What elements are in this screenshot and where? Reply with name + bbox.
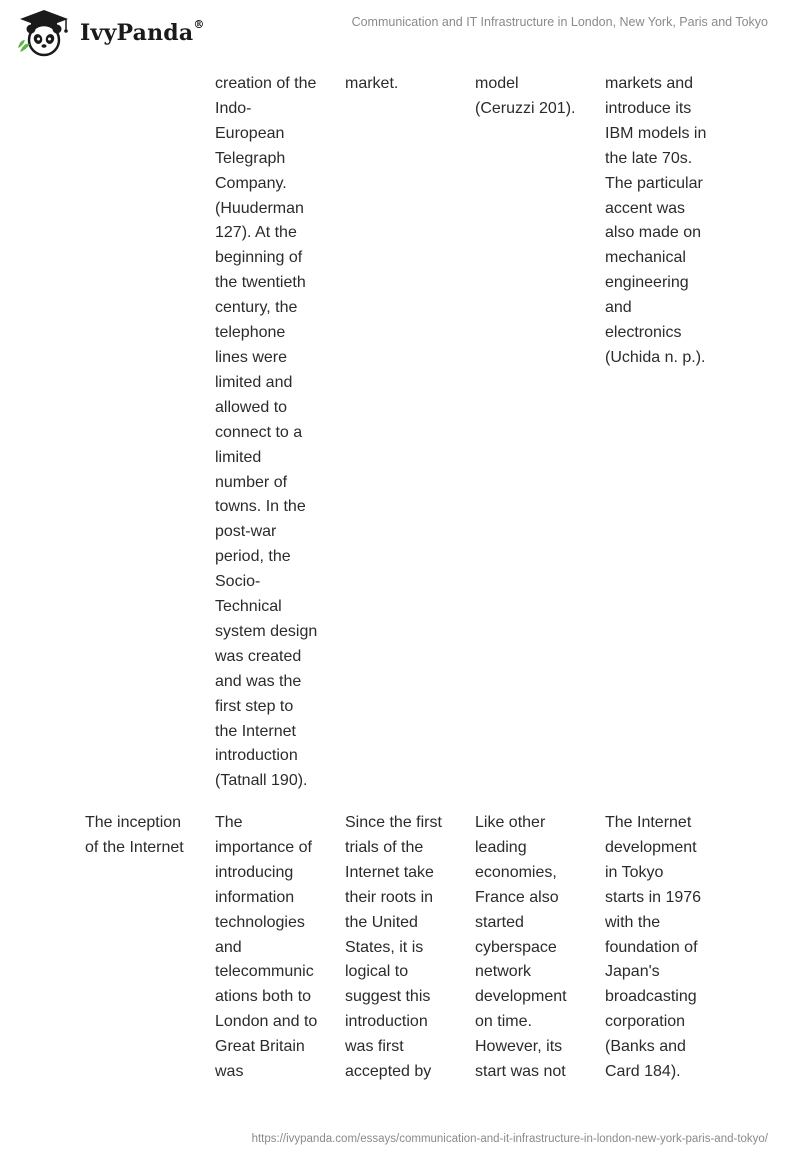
cell-text-line: introducing (215, 863, 294, 881)
registered-mark: ® (193, 18, 205, 31)
cell-text-line: importance of (215, 838, 312, 856)
cell-text-line: technologies (215, 913, 305, 931)
cell-text-line: trials of the (345, 838, 424, 856)
cell-text-line: electronics (605, 324, 682, 342)
cell-text-line: European (215, 124, 285, 142)
cell-text-line: introduce its (605, 99, 692, 117)
cell-text-line: engineering (605, 274, 689, 292)
cell-text-line: foundation of (605, 938, 698, 956)
table-cell-tokyo (605, 72, 717, 371)
cell-text-line: Socio- (215, 573, 261, 591)
cell-text-line: Internet take (345, 863, 434, 881)
cell-text-line: and was the (215, 672, 302, 690)
cell-text-line: the late 70s. (605, 149, 693, 167)
cell-text-line: number of (215, 473, 288, 491)
panda-graduate-icon (14, 8, 74, 58)
cell-text-line: Company. (215, 174, 287, 192)
cell-text-line: the United (345, 913, 418, 931)
cell-text-line: post-war (215, 523, 277, 541)
cell-text-line: Technical (215, 598, 282, 616)
cell-text-line: century, the (215, 299, 298, 317)
cell-text-line: economies, (475, 863, 557, 881)
cell-text-line: introduction (215, 747, 298, 765)
cell-text-line: ations both to (215, 988, 312, 1006)
cell-text-line: States, it is (345, 938, 424, 956)
cell-text-line: London and to (215, 1013, 318, 1031)
logo-wordmark: IvyPanda® (80, 18, 205, 46)
cell-text-line: introduction (345, 1013, 428, 1031)
cell-text-line: the Internet (215, 722, 296, 740)
cell-text-line: towns. In the (215, 498, 306, 516)
cell-text-line: telecommunic (215, 963, 314, 981)
table-cell-london (215, 72, 327, 794)
cell-text-line: in Tokyo (605, 863, 664, 881)
cell-text-line: logical to (345, 963, 409, 981)
cell-text-line: France also (475, 888, 559, 906)
cell-text-line: their roots in (345, 888, 434, 906)
cell-text-line: The (215, 814, 243, 831)
table-cell-paris (475, 811, 587, 1085)
cell-text-line: accepted by (345, 1063, 432, 1081)
cell-text-line: lines were (215, 348, 288, 366)
cell-text-line: and (605, 299, 632, 317)
cell-text-line: Great Britain (215, 1038, 305, 1056)
cell-text-line: Since the first (345, 814, 442, 831)
cell-text-line: also made on (605, 224, 702, 242)
cell-text-line: Japan's (605, 963, 660, 981)
cell-text-line: on time. (475, 1013, 532, 1031)
cell-text-line: Indo- (215, 99, 252, 117)
cell-text-line: system design (215, 622, 318, 640)
cell-text-line: (Banks and (605, 1038, 686, 1056)
cell-text-line: (Ceruzzi 201). (475, 99, 576, 117)
cell-text-line: cyberspace (475, 938, 557, 956)
cell-text-line: starts in 1976 (605, 888, 702, 906)
cell-text-line: telephone (215, 324, 286, 342)
cell-text-line: suggest this (345, 988, 431, 1006)
table-cell-paris (475, 72, 587, 122)
cell-text-line: The inception (85, 814, 182, 831)
page-header (0, 0, 800, 70)
table-cell-new-york (345, 72, 457, 97)
cell-text-line: limited and (215, 373, 293, 391)
cell-text-line: mechanical (605, 249, 686, 267)
cell-text-line: The Internet (605, 814, 692, 831)
cell-text-line: start was not (475, 1063, 566, 1081)
cell-text-line: of the Internet (85, 838, 184, 856)
cell-text-line: was created (215, 647, 302, 665)
ivypanda-logo[interactable] (14, 8, 205, 58)
cell-text-line: Like other (475, 814, 546, 831)
table-cell-new-york (345, 811, 457, 1085)
cell-text-line: first step to (215, 697, 294, 715)
cell-text-line: was first (345, 1038, 404, 1056)
cell-text-line: and (215, 938, 242, 956)
cell-text-line: connect to a (215, 423, 303, 441)
cell-text-line: information (215, 888, 295, 906)
cell-text-line: started (475, 913, 524, 931)
cell-text-line: (Tatnall 190). (215, 772, 308, 790)
cell-text-line: The particular (605, 174, 703, 192)
cell-text-line: markets and (605, 75, 694, 92)
document-title: Communication and IT Infrastructure in London, New York, Paris and Tokyo (351, 15, 768, 29)
cell-text-line: model (475, 75, 519, 92)
table-cell-category (85, 811, 197, 861)
cell-text-line: IBM models in (605, 124, 707, 142)
cell-text-line: market. (345, 75, 399, 92)
cell-text-line: corporation (605, 1013, 686, 1031)
cell-text-line: with the (605, 913, 661, 931)
cell-text-line: Card 184). (605, 1063, 681, 1081)
cell-text-line: accent was (605, 199, 686, 217)
cell-text-line: (Huuderman (215, 199, 304, 217)
cell-text-line: Telegraph (215, 149, 286, 167)
source-url-link[interactable]: https://ivypanda.com/essays/communication-and-it-infrastructure-in-london-new-york-paris-and-tokyo/ (251, 1133, 768, 1145)
cell-text-line: limited (215, 448, 262, 466)
cell-text-line: beginning of (215, 249, 303, 267)
cell-text-line: development (605, 838, 697, 856)
cell-text-line: broadcasting (605, 988, 697, 1006)
cell-text-line: However, its (475, 1038, 563, 1056)
cell-text-line: period, the (215, 548, 291, 566)
cell-text-line: the twentieth (215, 274, 306, 292)
table-cell-tokyo (605, 811, 717, 1085)
cell-text-line: (Uchida n. p.). (605, 348, 706, 366)
cell-text-line: 127). At the (215, 224, 297, 242)
cell-text-line: development (475, 988, 567, 1006)
cell-text-line: allowed to (215, 398, 288, 416)
cell-text-line: was (215, 1063, 244, 1081)
cell-text-line: leading (475, 838, 527, 856)
table-cell-london (215, 811, 327, 1085)
cell-text-line: network (475, 963, 532, 981)
cell-text-line: creation of the (215, 75, 317, 92)
